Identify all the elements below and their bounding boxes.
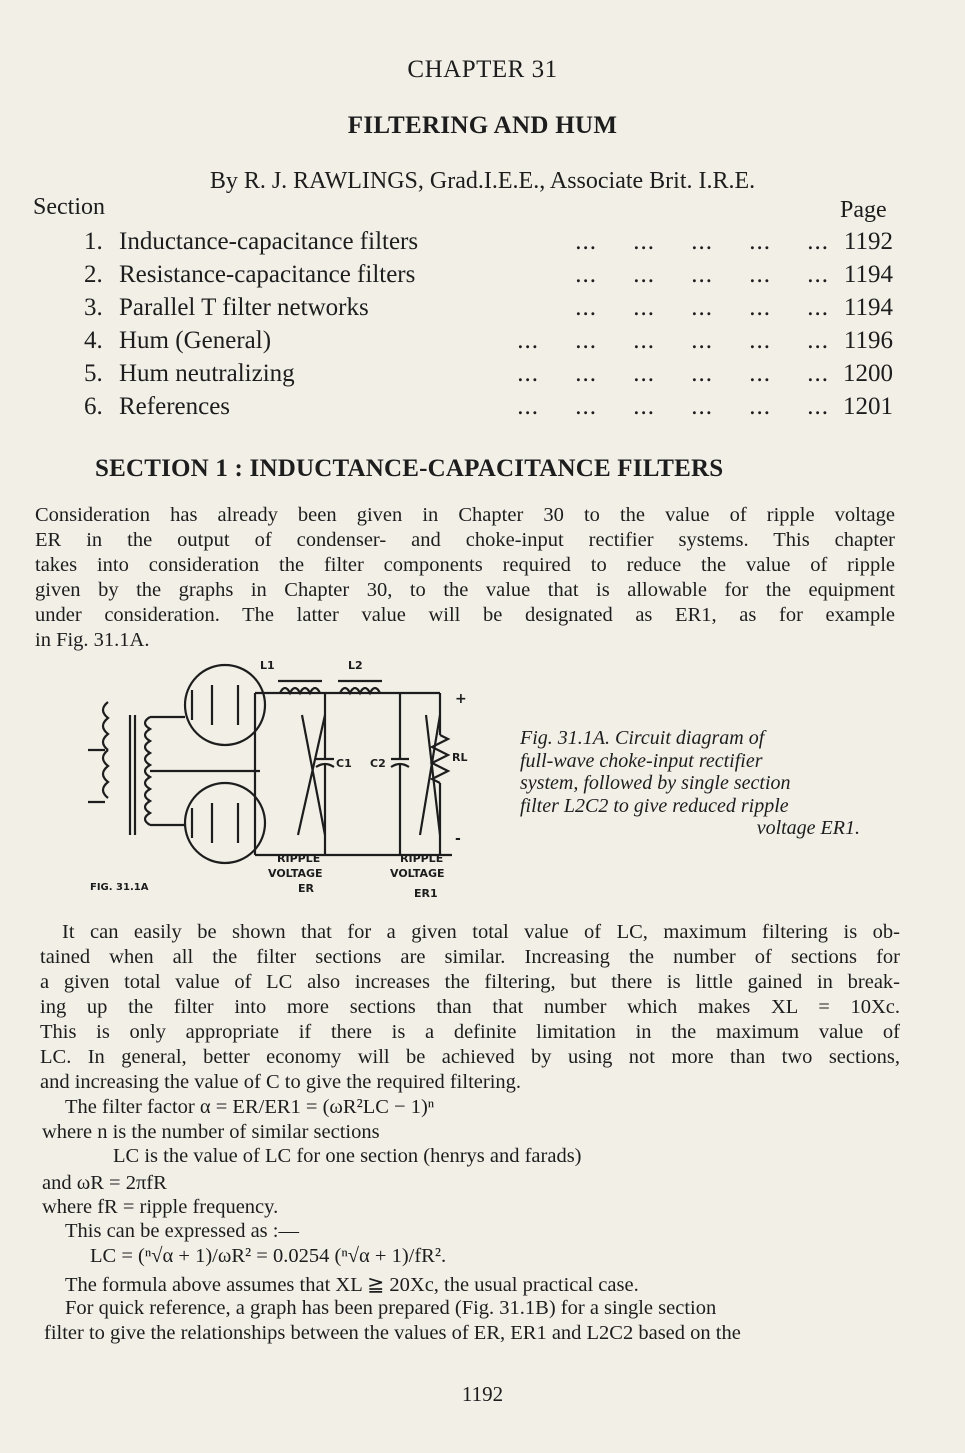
text-line: given by the graphs in Chapter 30, to the value that is allowable for the equipment [35,579,895,601]
toc-number: 2. [84,261,103,288]
toc-page: 1192 [843,228,893,255]
caption-line: voltage ER1. [756,817,860,839]
toc-page-label: Page [840,197,887,223]
equation-filter-factor: The filter factor α = ER/ER1 = (ωR²LC − 1)ⁿ [65,1096,435,1118]
toc-entry [84,228,896,261]
caption-line: full-wave choke-input rectifier [520,749,763,772]
caption-line: Fig. 31.1A. Circuit diagram of [520,727,765,749]
toc-leader: ... ... ... ... ... ... [517,327,829,354]
equation-where-n: where n is the number of similar sections [42,1121,380,1143]
text-line: ing up the filter into more sections than that number which makes XL = 10Xc. [40,996,900,1018]
toc-leader: ... ... ... ... ... ... [517,360,829,387]
caption-line: system, followed by single section [520,772,791,794]
ripple-label-2: RIPPLE [400,852,444,865]
toc-entry [84,294,896,327]
text-quick-reference: For quick reference, a graph has been prepared (Fig. 31.1B) for a single section [65,1297,717,1319]
toc-number: 1. [84,228,103,255]
toc-title: References [119,393,231,420]
rectifier-tube-top [185,665,265,745]
er-label: ER [298,882,314,895]
equation-assumes: The formula above assumes that XL ≧ 20Xc, the usual practical case. [65,1274,639,1296]
text-line: It can easily be shown that for a given total value of LC, maximum filtering is ob- [62,921,900,943]
ripple-label-1: RIPPLE [277,852,321,865]
page-number: 1192 [461,1382,504,1406]
toc-number: 6. [84,393,103,420]
toc-page: 1196 [843,327,893,354]
choke-label-l2: L2 [348,659,363,672]
text-line: and increasing the value of C to give the required filtering. [40,1071,522,1093]
toc-entry [84,393,896,426]
toc-page: 1200 [843,360,893,387]
toc-page: 1201 [843,393,893,420]
section-heading: SECTION 1 : INDUCTANCE-CAPACITANCE FILTERS [95,455,724,482]
text-line: a given total value of LC also increases the filtering, but there is little gained in break- [40,971,900,993]
toc-number: 5. [84,360,103,387]
toc-leader: ... ... ... ... ... [575,261,829,288]
equation-omega: and ωR = 2πfR [42,1172,167,1194]
toc-page: 1194 [843,261,893,288]
toc-title: Resistance-capacitance filters [119,261,416,288]
text-quick-reference-2: filter to give the relationships between the values of ER, ER1 and L2C2 based on the [44,1322,741,1344]
text-line: Consideration has already been given in Chapter 30 to the value of ripple voltage [35,504,895,526]
toc-number: 4. [84,327,103,354]
equation-lc-formula: LC = (ⁿ√α + 1)/ωR² = 0.0254 (ⁿ√α + 1)/fR². [90,1245,447,1267]
toc-number: 3. [84,294,103,321]
text-line: in Fig. 31.1A. [35,629,150,651]
author-byline: By R. J. RAWLINGS, Grad.I.E.E., Associate Brit. I.R.E. [209,168,756,194]
toc-title: Inductance-capacitance filters [119,228,419,255]
chapter-number: CHAPTER 31 [407,56,558,83]
paragraph-intro [35,503,895,653]
text-line: LC. In general, better economy will be achieved by using not more than two sections, [40,1046,900,1068]
equation-lc-is: LC is the value of LC for one section (henrys and farads) [113,1145,582,1167]
toc-leader: ... ... ... ... ... [575,228,829,255]
figure-tag: FIG. 31.1A [90,882,149,893]
er1-label: ER1 [414,887,438,900]
rectifier-tube-bottom [185,783,265,863]
text-line: under consideration. The latter value will be designated as ER1, as for example [35,604,895,626]
cap-label-c1: C1 [336,757,352,770]
toc-title: Hum (General) [119,327,272,354]
toc-section-label: Section [33,194,105,220]
text-line: ER in the output of condenser- and choke-input rectifier systems. This chapter [35,529,895,551]
resistor-label-rl: RL [452,751,468,764]
toc-title: Parallel T filter networks [119,294,369,321]
equation-where-f: where fR = ripple frequency. [42,1196,279,1218]
choke-label-l1: L1 [260,659,275,672]
text-line: takes into consideration the filter components required to reduce the value of ripple [35,554,895,576]
equation-expressed: This can be expressed as :— [65,1220,299,1242]
circuit-diagram [80,655,480,900]
caption-line: filter L2C2 to give reduced ripple [520,794,789,817]
cap-label-c2: C2 [370,757,386,770]
chapter-title: FILTERING AND HUM [347,112,618,139]
toc-leader: ... ... ... ... ... ... [517,393,829,420]
figure-caption [520,727,860,840]
toc-entry [84,360,896,393]
plus-terminal-label: + [455,691,467,707]
toc-page: 1194 [843,294,893,321]
toc-leader: ... ... ... ... ... [575,294,829,321]
text-line: tained when all the filter sections are similar. Increasing the number of sections for [40,946,900,968]
text-line: This is only appropriate if there is a definite limitation in the maximum value of [40,1021,900,1043]
toc-entry [84,327,896,360]
toc-title: Hum neutralizing [119,360,295,387]
voltage-label-1: VOLTAGE [268,867,323,880]
voltage-label-2: VOLTAGE [390,867,445,880]
paragraph-lc [40,920,900,1095]
toc-entry [84,261,896,294]
minus-terminal-label: - [455,831,461,847]
